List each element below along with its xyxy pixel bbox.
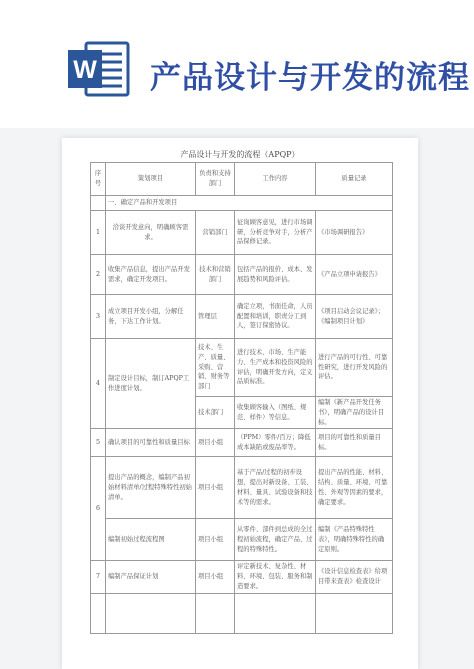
row-record: 编制《新产品开发任务书》，明确产品的设计目标。 xyxy=(316,397,393,429)
row-record: 编制《产品特殊特性表》，明确特殊特性的确定原则。 xyxy=(316,519,393,561)
header-work: 工作内容 xyxy=(235,163,316,196)
word-document-icon xyxy=(68,40,130,98)
row-dept: 项目小组 xyxy=(196,457,235,519)
process-table xyxy=(90,162,393,634)
header-banner xyxy=(0,0,474,128)
row-item: 成立项目开发小组，分解任务，下达工作计划。 xyxy=(106,295,196,339)
row-item: 编制产品保证计划 xyxy=(106,561,196,593)
header-item: 策划项目 xyxy=(106,163,196,196)
row-no: 6 xyxy=(91,457,106,561)
row-dept: 管理层 xyxy=(196,295,235,339)
row-item: 制定设计目标，制订APQP工作进度计划。 xyxy=(106,339,196,429)
section-title: 一、确定产品和开发项目 xyxy=(106,196,393,211)
row-record: 《产品立项申请报告》 xyxy=(316,255,393,295)
word-icon-letter: W xyxy=(73,56,97,84)
document-page xyxy=(62,138,418,669)
row-record: 项目的可靠性和质量目标。 xyxy=(316,429,393,457)
page-title: 产品设计与开发的流程 xyxy=(150,60,470,96)
header-dept: 负责和支持部门 xyxy=(196,163,235,196)
row-work: 包括产品的报价、成本、发展趋势和风险评估。 xyxy=(235,255,316,295)
section-row xyxy=(91,196,393,211)
table-row xyxy=(91,593,393,633)
row-record: 《设计信息检查表》给项目带来查表》检查设计 xyxy=(316,561,393,593)
row-dept: 技术、生产、质量、采购、营销、财务等部门 xyxy=(196,339,235,397)
table-subrow xyxy=(91,519,393,561)
row-record: 《项目启动会议记录》；《编制项目计划》 xyxy=(316,295,393,339)
row-dept: 项目小组 xyxy=(196,519,235,561)
table-row xyxy=(91,429,393,457)
row-item: 编制初始过程流程图 xyxy=(106,519,196,561)
document-title: 产品设计与开发的流程（APQP） xyxy=(180,150,300,159)
row-work: 收集顾客输入（图纸、规范、样件）等信息。 xyxy=(235,397,316,429)
table-row xyxy=(91,561,393,593)
row-work: 评定新技术、复杂性、材料、环境、包装、服务和制造要求。 xyxy=(235,561,316,593)
row-no: 7 xyxy=(91,561,106,593)
table-row xyxy=(91,255,393,295)
table-row xyxy=(91,339,393,397)
row-item: 收集产品信息，提出产品开发需求，确定开发项目。 xyxy=(106,255,196,295)
row-item: 确认项目的可靠性和质量目标 xyxy=(106,429,196,457)
row-item: 洽谈开发意向，明确顾客需求。 xyxy=(106,211,196,255)
row-work: （PPM）零件/百万；降低成本缺陷或废品率等。 xyxy=(235,429,316,457)
row-no: 4 xyxy=(91,339,106,429)
row-no: 5 xyxy=(91,429,106,457)
header-record: 质量记录 xyxy=(316,163,393,196)
header-no: 序号 xyxy=(91,163,106,196)
row-dept: 项目小组 xyxy=(196,429,235,457)
table-row xyxy=(91,457,393,519)
table-header-row xyxy=(91,163,393,196)
row-record: 进行产品的可行性、可靠性研究，进行开发风险的评估。 xyxy=(316,339,393,397)
row-work: 从零件、部件到总成的全过程初始流程，确定产品、过程的特殊特性。 xyxy=(235,519,316,561)
row-dept: 技术和营销部门 xyxy=(196,255,235,295)
row-no: 2 xyxy=(91,255,106,295)
row-no: 1 xyxy=(91,211,106,255)
row-work: 确定立项，书面任命，人员配置和培训，职责分工到人，签订保密协议。 xyxy=(235,295,316,339)
table-row xyxy=(91,295,393,339)
row-work: 基于产品/过程的初步设想，提出对新设备、工装、材料、量具、试验设备和技术等的需求。 xyxy=(235,457,316,519)
row-work: 进行技术、市场、生产能力、生产成本和投资风险的评估，明确开发方向，定义品质标准。 xyxy=(235,339,316,397)
row-work: 征询顾客意见，进行市场调研，分析竞争对手，分析产品保修记录。 xyxy=(235,211,316,255)
row-record: 提出产品的性能、材料、结构、质量、环境、可靠性、外观等因素的要求，确定要求。 xyxy=(316,457,393,519)
row-record: 《市场调研报告》 xyxy=(316,211,393,255)
row-no: 3 xyxy=(91,295,106,339)
row-dept: 项目小组 xyxy=(196,561,235,593)
row-dept: 技术部门 xyxy=(196,397,235,429)
row-dept: 营销部门 xyxy=(196,211,235,255)
table-row xyxy=(91,211,393,255)
row-item: 提出产品的概念，编制产品初始材料清单/过程特殊特性初始清单。 xyxy=(106,457,196,519)
